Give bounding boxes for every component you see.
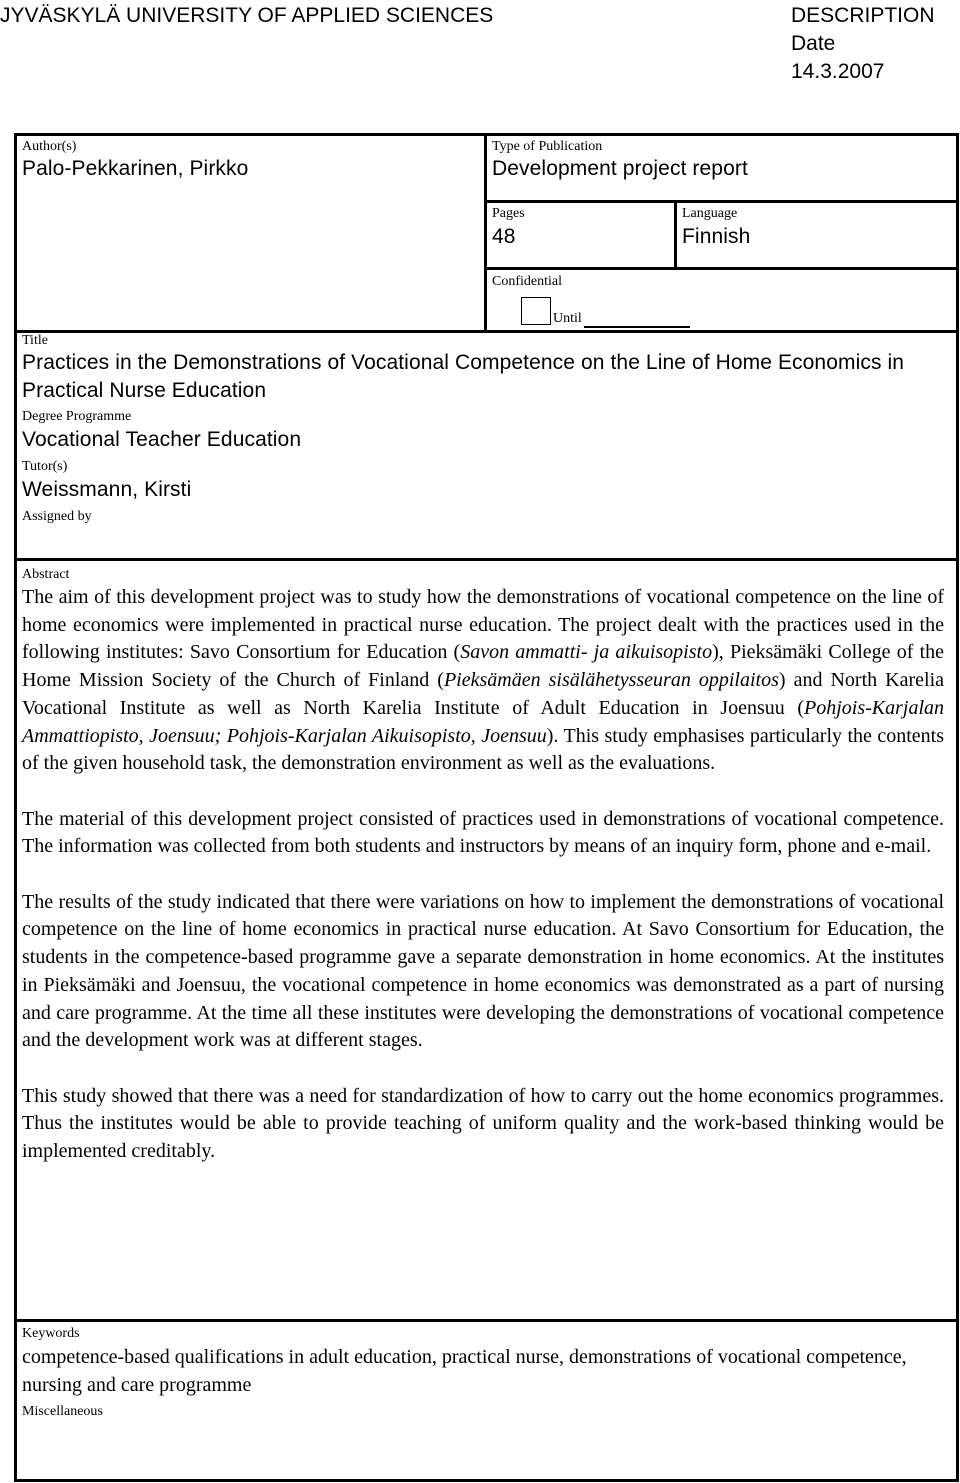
abstract-paragraph-1: The aim of this development project was to study how the demonstrations of vocational competence on the line of home economics were implemented in practical nurse education. The project dealt with the practices used in the following institutes: Savo Consortium for Education (Savon ammatti- ja aikuisopisto), Pieksämäki College of the Home Mission Society of the Church of Finland (Pieksämäen sisälähetysseuran oppilaitos) and North Karelia Vocational Institute as well as North Karelia Institute of Adult Education in Joensuu (Pohjois-Karjalan Ammattiopisto, Joensuu; Pohjois-Karjalan Aikuisopisto, Joensuu). This study emphasises particularly the contents of the given household task, the demonstration environment as well as the evaluations. — [22, 586, 945, 775]
confidential-checkbox[interactable] — [521, 297, 551, 325]
title-value: Practices in the Demonstrations of Vocational Competence on the Line of Home Economics in Practical Nurse Education — [22, 351, 905, 402]
pages-label: Pages — [492, 206, 525, 221]
degree-programme-label: Degree Programme — [22, 409, 132, 424]
publication-type-value: Development project report — [492, 157, 748, 180]
degree-programme-value: Vocational Teacher Education — [22, 428, 302, 451]
until-field-line[interactable] — [584, 326, 690, 328]
language-value: Finnish — [682, 225, 751, 248]
table-divider — [674, 200, 677, 270]
abstract-body — [22, 584, 944, 1166]
abstract-label: Abstract — [22, 567, 70, 582]
abstract-paragraph-4: This study showed that there was a need for standardization of how to carry out the home economics programmes. Thus the institutes would be able to provide teaching of uniform quality and the work-based thinking would be implemented creditably. — [22, 1084, 944, 1163]
tutor-value: Weissmann, Kirsti — [22, 478, 192, 501]
abstract-paragraph-2: The material of this development project consisted of practices used in demonstrations of vocational competence. The information was collected from both students and instructors by means of an inquiry form, phone and e-mail. — [22, 807, 944, 858]
tutor-label: Tutor(s) — [22, 459, 68, 474]
assigned-by-label: Assigned by — [22, 509, 92, 524]
date-label: Date — [791, 32, 836, 55]
publication-type-label: Type of Publication — [492, 139, 603, 154]
author-value: Palo-Pekkarinen, Pirkko — [22, 157, 249, 180]
abstract-paragraph-3: The results of the study indicated that there were variations on how to implement the demonstrations of vocational competence on the line of home economics in practical nurse education. At Savo Consortium for Education, the students in the competence-based programme gave a separate demonstration in home economics. At the institutes in Pieksämäki and Joensuu, the vocational competence in home economics was demonstrated as a part of nursing and care programme. At the time all these institutes were developing the demonstrations of vocational competence and the development work was at different stages. — [22, 890, 944, 1052]
until-label: Until — [553, 311, 582, 326]
pages-value: 48 — [492, 225, 516, 248]
title-label: Title — [22, 333, 48, 348]
table-divider — [484, 133, 487, 333]
keywords-value: competence-based qualifications in adult education, practical nurse, demonstrations of vocational competence, nursing and care programme — [22, 1346, 907, 1396]
language-label: Language — [682, 206, 738, 221]
document-type: DESCRIPTION — [791, 4, 935, 27]
confidential-label: Confidential — [492, 274, 562, 289]
date-value: 14.3.2007 — [791, 60, 885, 83]
table-divider — [484, 267, 959, 270]
institution-name: JYVÄSKYLÄ UNIVERSITY OF APPLIED SCIENCES — [0, 4, 494, 27]
table-divider — [484, 200, 959, 203]
miscellaneous-label: Miscellaneous — [22, 1404, 103, 1419]
author-label: Author(s) — [22, 139, 77, 154]
keywords-label: Keywords — [22, 1326, 80, 1341]
